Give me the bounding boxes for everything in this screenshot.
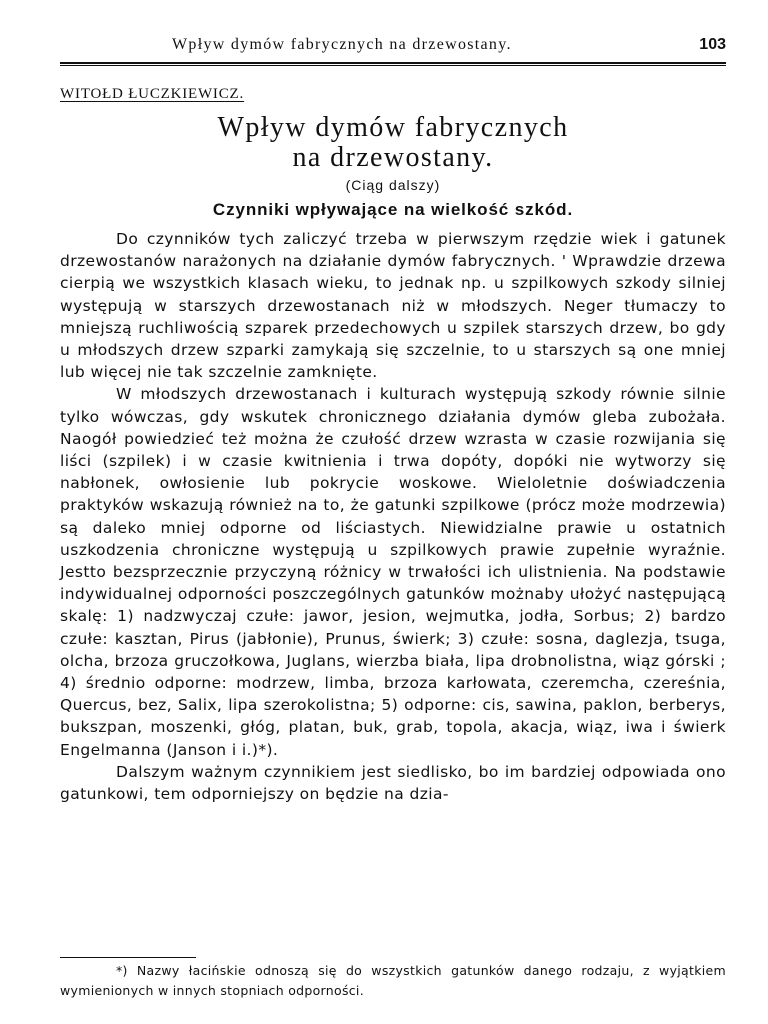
page-number: 103 <box>699 36 726 53</box>
paragraph: Do czynników tych zaliczyć trzeba w pierwszym rzędzie wiek i gatunek drzewostanów narażonych na działanie dymów fabrycznych. ' Wprawdzie drzewa cierpią we wszystkich klasach wieku, to jednak np. u szpilkowych szkody silniej występują w starszych drzewostanach niż w młodszych. Neger tłumaczy to mniejszą ruchliwością szparek przedechowych u szpilek starszych drzew, bo gdy u młodszych drzew szparki zamykają się szczelnie, to u starszych są one mniej lub więcej nie tak szczelnie zamknięte. <box>60 230 726 382</box>
header-rule <box>60 62 726 66</box>
body-text <box>60 228 726 805</box>
running-title: Wpływ dymów fabrycznych na drzewostany. <box>172 36 512 53</box>
book-page <box>60 0 726 1024</box>
paragraph: W młodszych drzewostanach i kulturach występują szkody równie silnie tylko wówczas, gdy wskutek chronicznego działania dymów gleba zubożała. Naogół powiedzieć też można że czułość drzew wzrasta w czasie rozwijania się liści (szpilek) i w czasie kwitnienia i trwa dopóty, dopóki nie wytworzy się nabłonek, owłosienie lub pokrycie woskowe. Wieloletnie doświadczenia praktyków wskazują również na to, że gatunki szpilkowe (prócz może modrzewia) są daleko mniej odporne od liściastych. Niewidzialne prawie u ostatnich uszkodzenia chroniczne występują u szpilkowych prawie zupełnie wyraźnie. Jestto bezsprzecznie przyczyną różnicy w trwałości ich ulistnienia. Na podstawie indywidualnej odporności poszczególnych gatunków możnaby ułożyć następującą skalę: 1) nadzwyczaj czułe: jawor, jesion, wejmutka, jodła, Sorbus; 2) bardzo czułe: kasztan, Pirus (jabłonie), Prunus, świerk; 3) czułe: sosna, daglezja, tsuga, olcha, brzoza gruczołkowa, Juglans, wierzba biała, lipa drobnolistna, wiąz górski ; 4) średnio odporne: modrzew, limba, brzoza karłowata, czeremcha, czereśnia, Quercus, bez, Salix, lipa szerokolistna; 5) odporne: cis, sawina, paklon, berberys, bukszpan, moszenki, głóg, platan, buk, grab, topola, akacja, wiąz, iwa i świerk Engelmanna (Janson i i.)*). <box>60 385 726 759</box>
article-title-line-1: Wpływ dymów fabrycznych <box>217 112 569 143</box>
footnote-rule <box>60 957 196 958</box>
footnote: *) Nazwy łacińskie odnoszą się do wszystkich gatunków danego rodzaju, z wyjątkiem wymienionych w innych stopniach odporności. <box>60 963 726 998</box>
section-heading: Czynniki wpływające na wielkość szkód. <box>212 200 574 219</box>
article-title-line-2: na drzewostany. <box>292 142 494 173</box>
continued-note: (Ciąg dalszy) <box>345 177 441 193</box>
running-header <box>60 36 726 60</box>
author-name: WITOŁD ŁUCZKIEWICZ. <box>60 86 245 102</box>
paragraph: Dalszym ważnym czynnikiem jest siedlisko, bo im bardziej odpowiada ono gatunkowi, tem odporniejszy on będzie na dzia- <box>60 762 726 804</box>
